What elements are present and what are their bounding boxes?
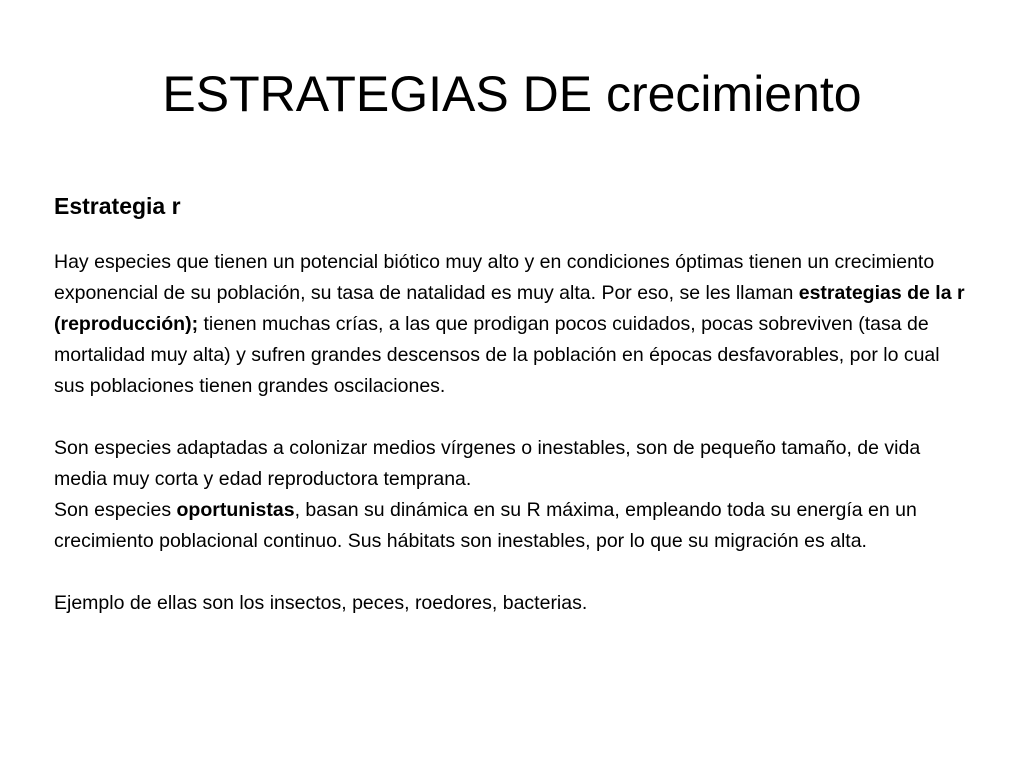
bold-term-opportunists: oportunistas: [176, 499, 295, 521]
paragraph-adaptation: Son especies adaptadas a colonizar medios vírgenes o inestables, son de pequeño tamaño, de vida media muy corta y edad reproductora temprana.: [54, 437, 921, 490]
paragraph-text: , basan su dinámica en su R máxima, empleando toda su energía en un crecimiento poblacional continuo. Sus hábitats son inestables, por lo que su migración es alta.: [54, 499, 917, 552]
paragraph-opportunists: [54, 495, 974, 557]
paragraph-text: Son especies: [54, 499, 177, 521]
paragraph-spacer: [54, 557, 974, 588]
paragraph-examples: Ejemplo de ellas son los insectos, peces, roedores, bacterias.: [54, 592, 588, 614]
paragraph-r-strategy-description: [54, 247, 974, 402]
paragraph-spacer: [54, 402, 974, 433]
paragraph-text: tienen muchas crías, a las que prodigan pocos cuidados, pocas sobreviven (tasa de mortalidad muy alta) y sufren grandes descensos de la población en épocas desfavorables, por lo cual sus poblaciones tienen grandes oscilaciones.: [54, 313, 940, 397]
paragraph-text: Hay especies que tienen un potencial biótico muy alto y en condiciones óptimas tienen un crecimiento exponencial de su población, su tasa de natalidad es muy alta. Por eso, se les llaman: [54, 251, 935, 304]
section-subtitle: Estrategia r: [54, 193, 181, 219]
slide-content: [54, 190, 974, 619]
slide-title: ESTRATEGIAS DE crecimiento: [162, 66, 862, 122]
bold-term-r-strategy: estrategias de la r (reproducción);: [54, 282, 965, 335]
